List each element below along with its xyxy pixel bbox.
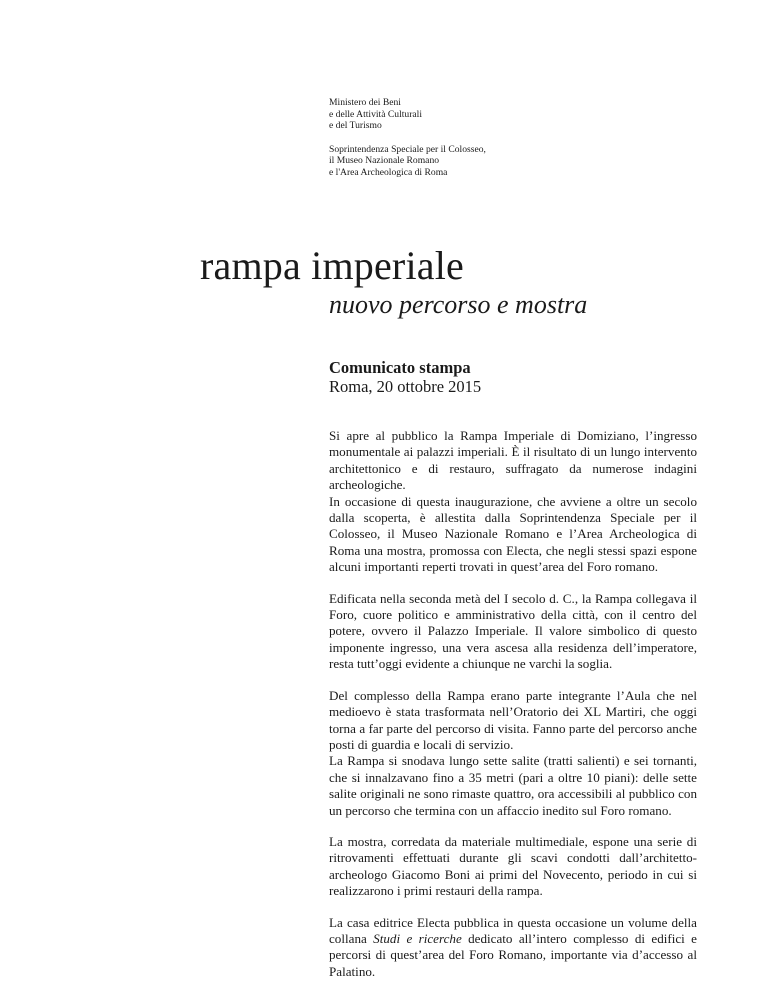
soprintendenza-line: Soprintendenza Speciale per il Colosseo, bbox=[329, 143, 486, 155]
ministry-line: Ministero dei Beni bbox=[329, 97, 401, 108]
paragraph-3-part-1: Del complesso della Rampa erano parte integrante l’Aula che nel medioevo è stata trasformata nell’Oratorio dei XL Martiri, che oggi torna a far parte del percorso di visita. Fanno parte del percorso anche posti di guardia e locali di servizio. bbox=[329, 687, 697, 752]
ministry-line: e del Turismo bbox=[329, 120, 382, 132]
paragraph-3-part-2: La Rampa si snodava lungo sette salite (tratti salienti) e sei tornanti, che si innalzavano fino a 35 metri (pari a oltre 10 piani): delle sette salite originali ne sono rimaste quattro, ora accessibili al pubblico con un percorso che termina con un affaccio inedito sul Foro romano. bbox=[329, 753, 697, 818]
paragraph-1-part-2: In occasione di questa inaugurazione, che avviene a oltre un secolo dalla scoperta, è allestita dalla Soprintendenza Speciale per il Colosseo, il Museo Nazionale Romano e l’Area Archeologica di Roma una mostra, promossa con Electa, che negli stessi spazi espone alcuni importanti reperti trovati in quest’area del Foro romano. bbox=[329, 493, 697, 575]
press-dateline: Roma, 20 ottobre 2015 bbox=[329, 377, 482, 396]
paragraph-5-text-b: dedicato all’intero complesso di edifici e percorsi di quest’area del Foro Romano, importante via d’accesso al Palatino. bbox=[329, 930, 697, 979]
paragraph-3 bbox=[329, 688, 697, 819]
page-title: rampa imperiale bbox=[200, 243, 464, 288]
paragraph-1-part-1: Si apre al pubblico la Rampa Imperiale di Domiziano, l’ingresso monumentale ai palazzi imperiali. È il risultato di un lungo intervento architettonico e di restauro, suffragato da numerose indagini archeologiche. bbox=[329, 428, 697, 493]
body-text bbox=[329, 428, 697, 995]
paragraph-5-text-a: La casa editrice Electa pubblica in questa occasione un volume della collana bbox=[329, 914, 697, 946]
header-institution bbox=[329, 97, 486, 179]
series-title: Studi e ricerche bbox=[373, 930, 462, 946]
soprintendenza-line: il Museo Nazionale Romano bbox=[329, 155, 440, 167]
ministry-line: e delle Attività Culturali bbox=[329, 108, 422, 120]
page-subtitle: nuovo percorso e mostra bbox=[329, 290, 588, 319]
press-heading-block bbox=[329, 358, 481, 396]
paragraph-4: La mostra, corredata da materiale multimediale, espone una serie di ritrovamenti effettuati durante gli scavi condotti dall’architetto-archeologo Giacomo Boni ai primi del Novecento, periodo in cui si realizzarono i primi restauri della rampa. bbox=[329, 833, 697, 899]
paragraph-1 bbox=[329, 428, 697, 576]
press-heading: Comunicato stampa bbox=[329, 358, 471, 377]
paragraph-2: Edificata nella seconda metà del I secolo d. C., la Rampa collegava il Foro, cuore politico e amministrativo della città, con il centro del potere, ovvero il Palazzo Imperiale. Il valore simbolico di questo imponente ingresso, una vera ascesa alla residenza dell’imperatore, resta tutt’oggi evidente a chiunque ne varchi la soglia. bbox=[329, 590, 697, 672]
soprintendenza-line: e l'Area Archeologica di Roma bbox=[329, 166, 448, 178]
paragraph-5 bbox=[329, 915, 697, 981]
